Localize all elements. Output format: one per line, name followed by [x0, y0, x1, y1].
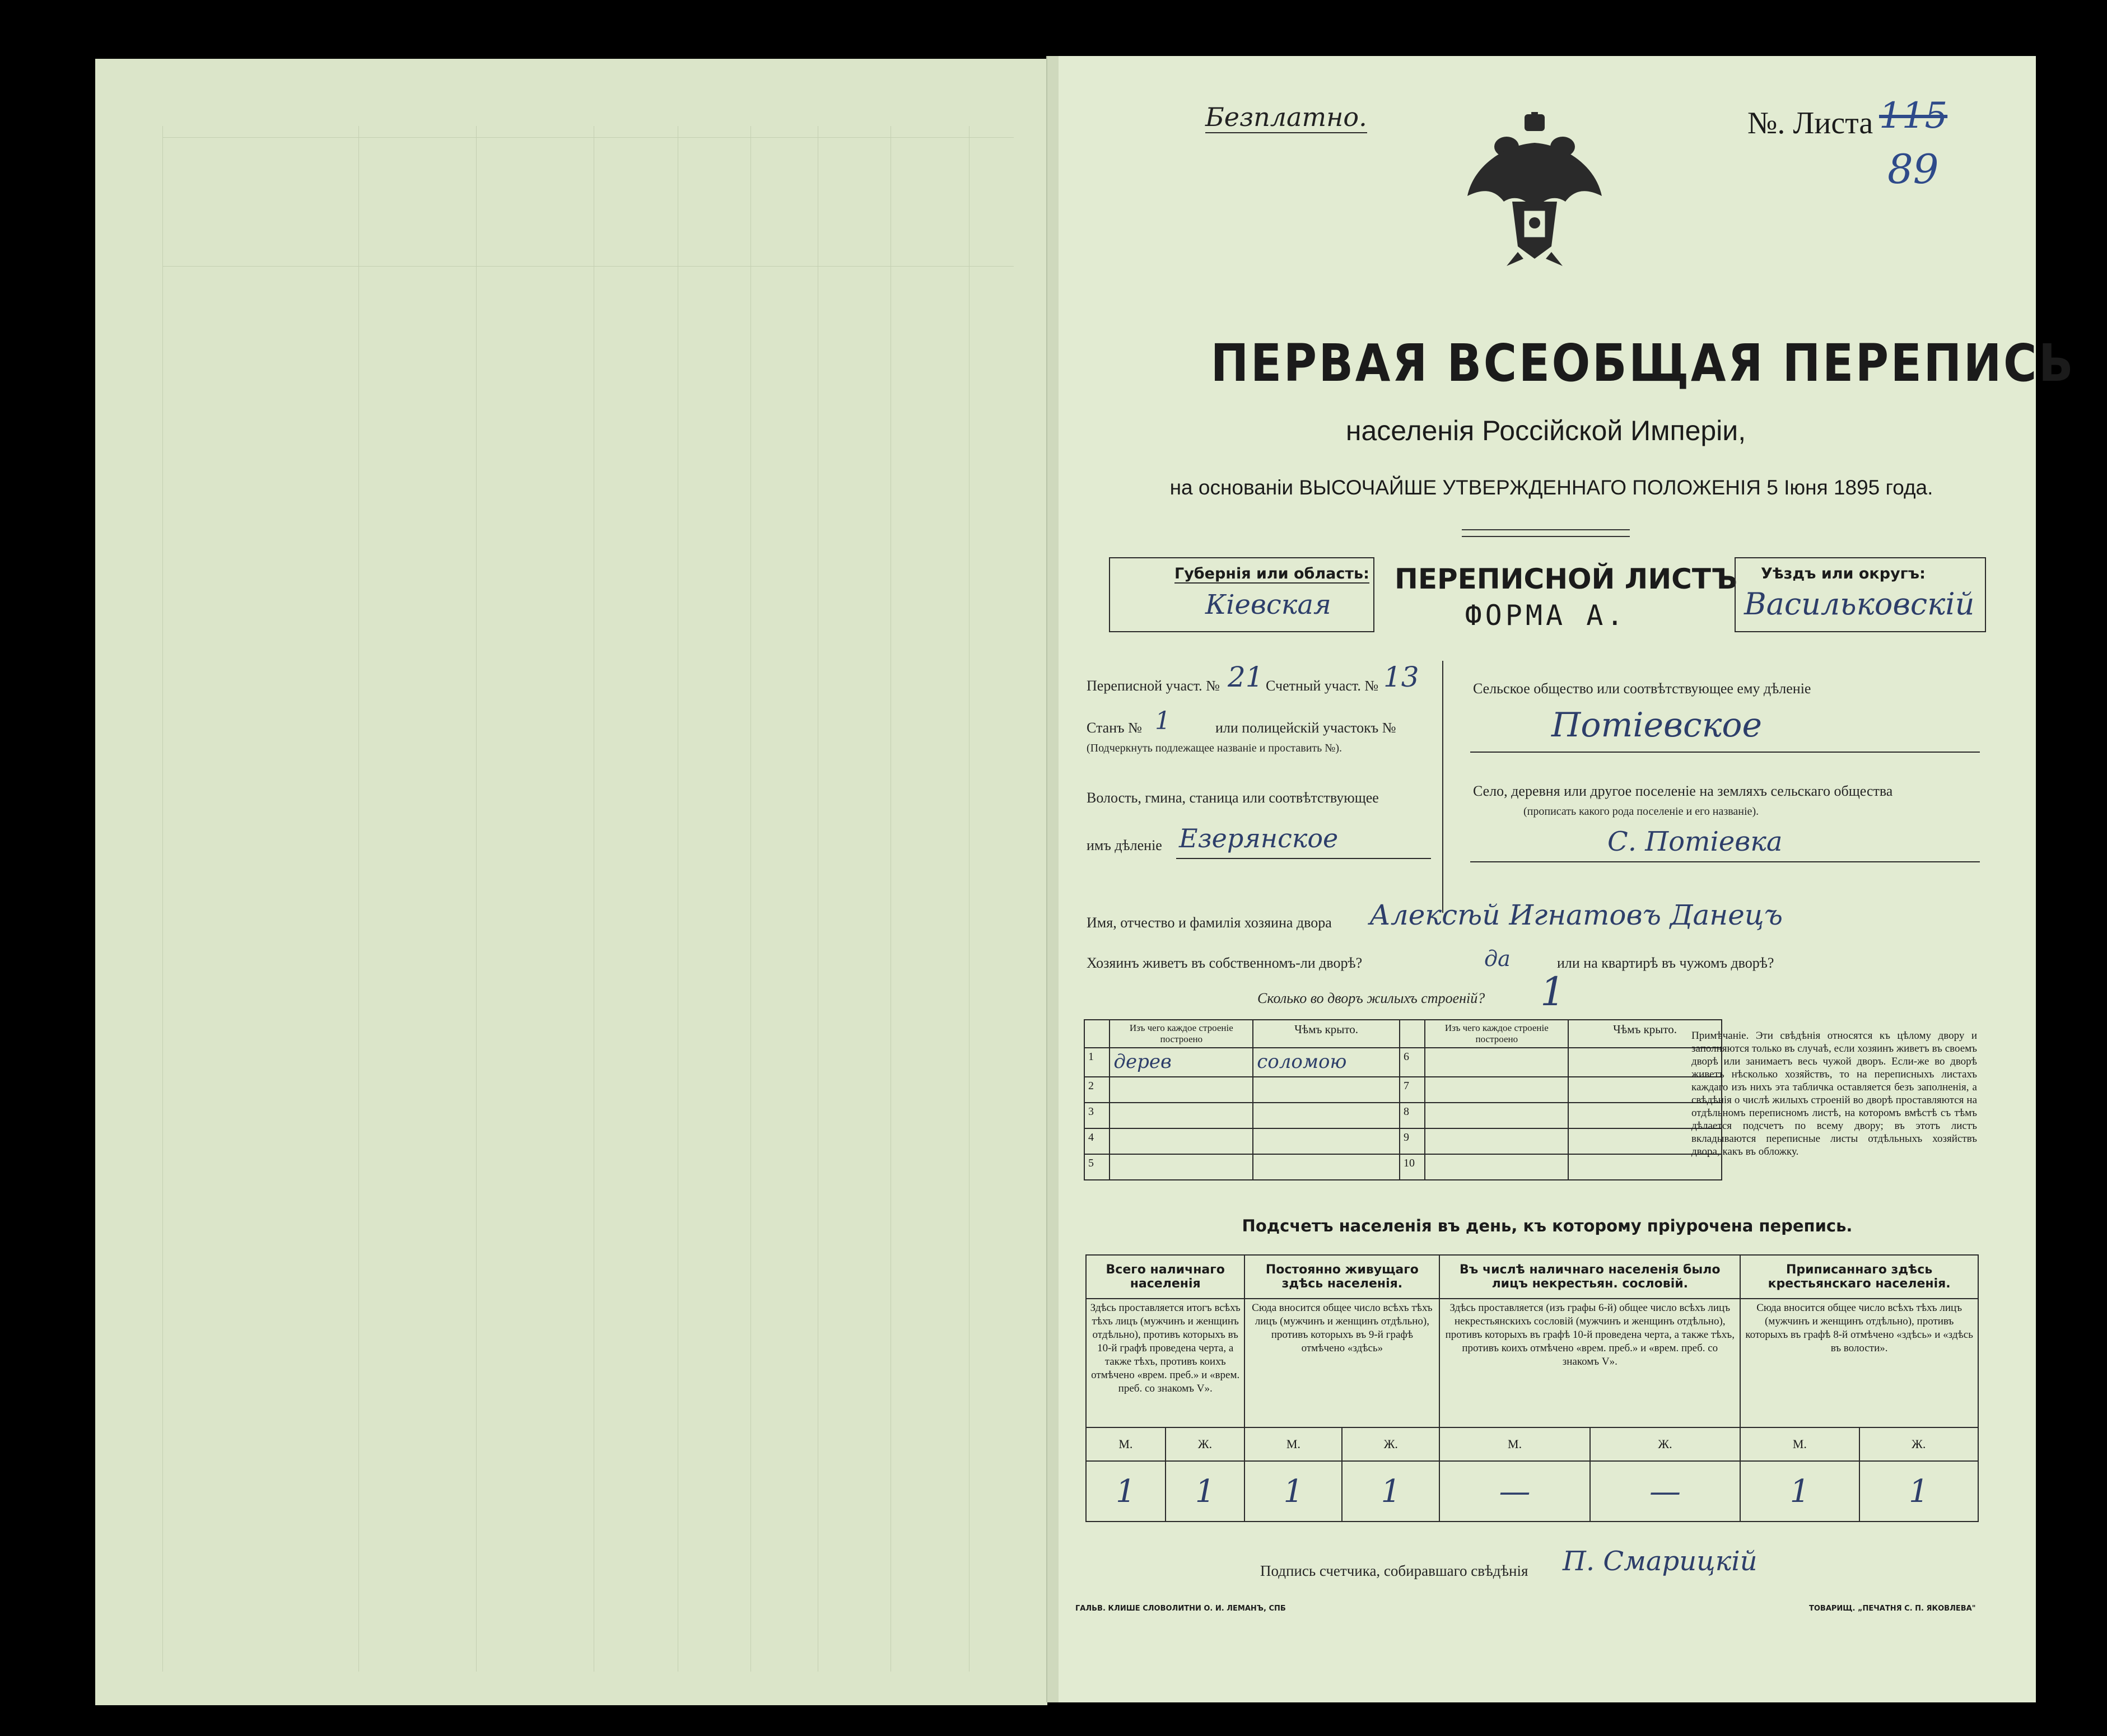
count-note: Здѣсь проставляется (изъ графы 6-й) общее число всѣхъ лицъ некрестьянскихъ сословій (мужчинъ и женщинъ отдѣльно), противъ которыхъ въ графѣ 10-й проведена черта, а также тѣхъ, противъ коихъ отмѣчено «врем. преб.» и «врем. преб. со знакомъ V». — [1439, 1299, 1740, 1427]
female-header: Ж. — [1859, 1427, 1978, 1461]
volost-value-line — [1176, 858, 1431, 859]
buildings-table — [1084, 1019, 1722, 1180]
stan-note: (Подчеркнуть подлежащее названіе и проставить №). — [1087, 742, 1342, 754]
buildings-count-label: Сколько во дворъ жилыхъ строеній? — [1257, 990, 1485, 1006]
table-row: 2 7 — [1084, 1077, 1722, 1103]
material-cell: дерев — [1110, 1048, 1253, 1077]
grid-line — [750, 126, 751, 1672]
col-roof-header: Чѣмъ крыто. — [1253, 1020, 1400, 1048]
province-box — [1109, 557, 1374, 632]
male-header: М. — [1740, 1427, 1859, 1461]
table-row: 5 10 — [1084, 1154, 1722, 1180]
count-note: Сюда вносится общее число всѣхъ тѣхъ лицъ (мужчинъ и женщинъ отдѣльно), противъ которыхъ въ 9-й графѣ отмѣчено «здѣсь» — [1244, 1299, 1439, 1427]
grid-line — [162, 126, 163, 1672]
count-district-label: Счетный участ. № — [1266, 678, 1379, 694]
form-title: ПЕРЕПИСНОЙ ЛИСТЪ — [1395, 563, 1737, 595]
owner-label: Имя, отчество и фамилія хозяина двора — [1087, 914, 1332, 931]
sheet-number-crossed: 115 — [1879, 95, 1948, 137]
field-divider — [1442, 661, 1443, 913]
count-value: 1 — [1859, 1461, 1978, 1522]
volost-label-2: имъ дѣленіе — [1087, 837, 1162, 853]
province-label: Губернія или область: — [1174, 565, 1369, 582]
page-title: ПЕРВАЯ ВСЕОБЩАЯ ПЕРЕПИСЬ — [1210, 333, 2076, 393]
sheet-number-value: 89 — [1887, 146, 1939, 193]
count-note: Сюда вносится общее число всѣхъ тѣхъ лицъ (мужчинъ и женщинъ отдѣльно), противъ которыхъ въ графѣ 8-й отмѣчено «здѣсь» и «здѣсь въ волости». — [1740, 1299, 1978, 1427]
sheet-number-label: №. Листа — [1747, 106, 1873, 141]
printer-right: ТОВАРИЩ. „ПЕЧАТНЯ С. П. ЯКОВЛЕВА" — [1809, 1604, 1976, 1613]
count-note: Здѣсь проставляется итогъ всѣхъ тѣхъ лицъ (мужчинъ и женщинъ отдѣльно), противъ которыхъ въ 10-й графѣ проведена черта, а также тѣхъ, противъ коихъ отмѣчено «врем. преб.» и «врем. преб. со знакомъ V». — [1086, 1299, 1244, 1427]
female-header: Ж. — [1342, 1427, 1439, 1461]
count-header: Приписаннаго здѣсь крестьянскаго населенія. — [1740, 1255, 1978, 1299]
census-form-page — [1059, 56, 2076, 1702]
count-value: 1 — [1086, 1461, 1166, 1522]
rented-label: или на квартирѣ въ чужомъ дворѣ? — [1557, 955, 1774, 971]
village-label: Село, деревня или другое поселеніе на земляхъ сельскаго общества — [1473, 783, 1893, 799]
count-header: Въ числѣ наличнаго населенія было лицъ некрестьян. сословій. — [1439, 1255, 1740, 1299]
buildings-count-value: 1 — [1540, 969, 1565, 1015]
count-value: 1 — [1740, 1461, 1859, 1522]
enumerator-signature: П. Смарицкій — [1563, 1546, 1758, 1577]
imperial-eagle-emblem — [1462, 112, 1607, 269]
village-value-line — [1470, 861, 1980, 862]
count-values-row — [1086, 1461, 1978, 1522]
count-value: 1 — [1244, 1461, 1342, 1522]
census-district-value: 21 — [1228, 661, 1264, 693]
stan-label: Станъ № — [1087, 720, 1142, 736]
col-material-header-2: Изъ чего каждое строеніе построено — [1425, 1020, 1568, 1048]
count-header: Постоянно живущаго здѣсь населенія. — [1244, 1255, 1439, 1299]
own-yard-label: Хозяинъ живетъ въ собственномъ-ли дворѣ? — [1087, 955, 1363, 971]
printer-left: ГАЛЬВ. КЛИШЕ СЛОВОЛИТНИ О. И. ЛЕМАНЪ, СПБ — [1075, 1604, 1286, 1613]
col-material-header: Изъ чего каждое строеніе построено — [1110, 1020, 1253, 1048]
own-yard-value: да — [1484, 946, 1511, 971]
female-header: Ж. — [1590, 1427, 1740, 1461]
society-value-line — [1470, 752, 1980, 753]
form-name: ФОРМА А. — [1465, 599, 1627, 632]
district-label: Уѣздъ или округъ: — [1761, 565, 1926, 582]
stan-value: 1 — [1155, 707, 1171, 735]
count-district-value: 13 — [1383, 661, 1419, 693]
male-header: М. — [1244, 1427, 1342, 1461]
table-row: 3 8 — [1084, 1103, 1722, 1128]
village-note: (прописать какого рода поселеніе и его названіе). — [1523, 805, 1759, 818]
count-value: — — [1590, 1461, 1740, 1522]
volost-value: Езерянское — [1179, 823, 1339, 853]
male-header: М. — [1086, 1427, 1166, 1461]
census-district-label: Переписной участ. № — [1087, 678, 1220, 694]
district-box — [1735, 557, 1986, 632]
grid-line — [476, 126, 477, 1672]
grid-line — [358, 126, 359, 1672]
count-section-title: Подсчетъ населенія въ день, къ которому пріурочена перепись. — [1242, 1216, 1853, 1235]
count-header: Всего наличнаго населенія — [1086, 1255, 1244, 1299]
police-station-label: или полицейскій участокъ № — [1215, 720, 1396, 736]
count-value: 1 — [1166, 1461, 1245, 1522]
left-page — [95, 59, 1047, 1705]
legal-basis: на основаніи ВЫСОЧАЙШЕ УТВЕРЖДЕННАГО ПОЛОЖЕНІЯ 5 Іюня 1895 года. — [1169, 476, 1933, 499]
signature-label: Подпись счетчика, собиравшаго свѣдѣнія — [1260, 1562, 1528, 1579]
society-label: Сельское общество или соотвѣтствующее ему дѣленіе — [1473, 680, 1811, 697]
count-value: 1 — [1342, 1461, 1439, 1522]
table-row: 1 дерев соломою 6 — [1084, 1048, 1722, 1077]
roof-cell: соломою — [1253, 1048, 1400, 1077]
ornament-divider — [1462, 529, 1630, 537]
page-subtitle: населенія Россійской Имперіи, — [1345, 415, 1746, 446]
society-value: Потіевское — [1551, 706, 1763, 745]
free-label: Безплатно. — [1205, 102, 1367, 132]
province-value: Кіевская — [1205, 589, 1331, 620]
population-count-table — [1085, 1254, 1979, 1522]
male-header: М. — [1439, 1427, 1589, 1461]
volost-label: Волость, гмина, станица или соотвѣтствующее — [1087, 790, 1379, 806]
count-value: — — [1439, 1461, 1589, 1522]
village-value: С. Потіевка — [1607, 826, 1783, 857]
female-header: Ж. — [1166, 1427, 1245, 1461]
table-row: 4 9 — [1084, 1128, 1722, 1154]
district-value: Васильковскій — [1744, 586, 1975, 622]
buildings-note: Примѣчаніе. Эти свѣдѣнія относятся къ цѣлому двору и заполняются только въ случаѣ, если хозяинъ живетъ въ своемъ дворѣ или занимаетъ весь чужой дворъ. Если-же во дворѣ живетъ нѣсколько хозяйствъ, то на переписныхъ листахъ каждаго изъ нихъ эта табличка оставляется безъ заполненія, а свѣдѣнія о числѣ жилыхъ строеній во дворѣ проставляются на отдѣльномъ переписномъ листѣ, на которомъ вмѣстѣ съ тѣмъ дѣлается подсчетъ по всему двору; въ этотъ листъ вкладываются переписные листы отдѣльныхъ хозяйствъ двора, какъ въ обложку. — [1691, 1030, 1977, 1158]
grid-line — [162, 137, 1014, 138]
owner-value: Алексѣй Игнатовъ Данецъ — [1369, 899, 1783, 931]
col-roof-header-2: Чѣмъ крыто. — [1568, 1020, 1722, 1048]
grid-line — [162, 266, 1014, 267]
